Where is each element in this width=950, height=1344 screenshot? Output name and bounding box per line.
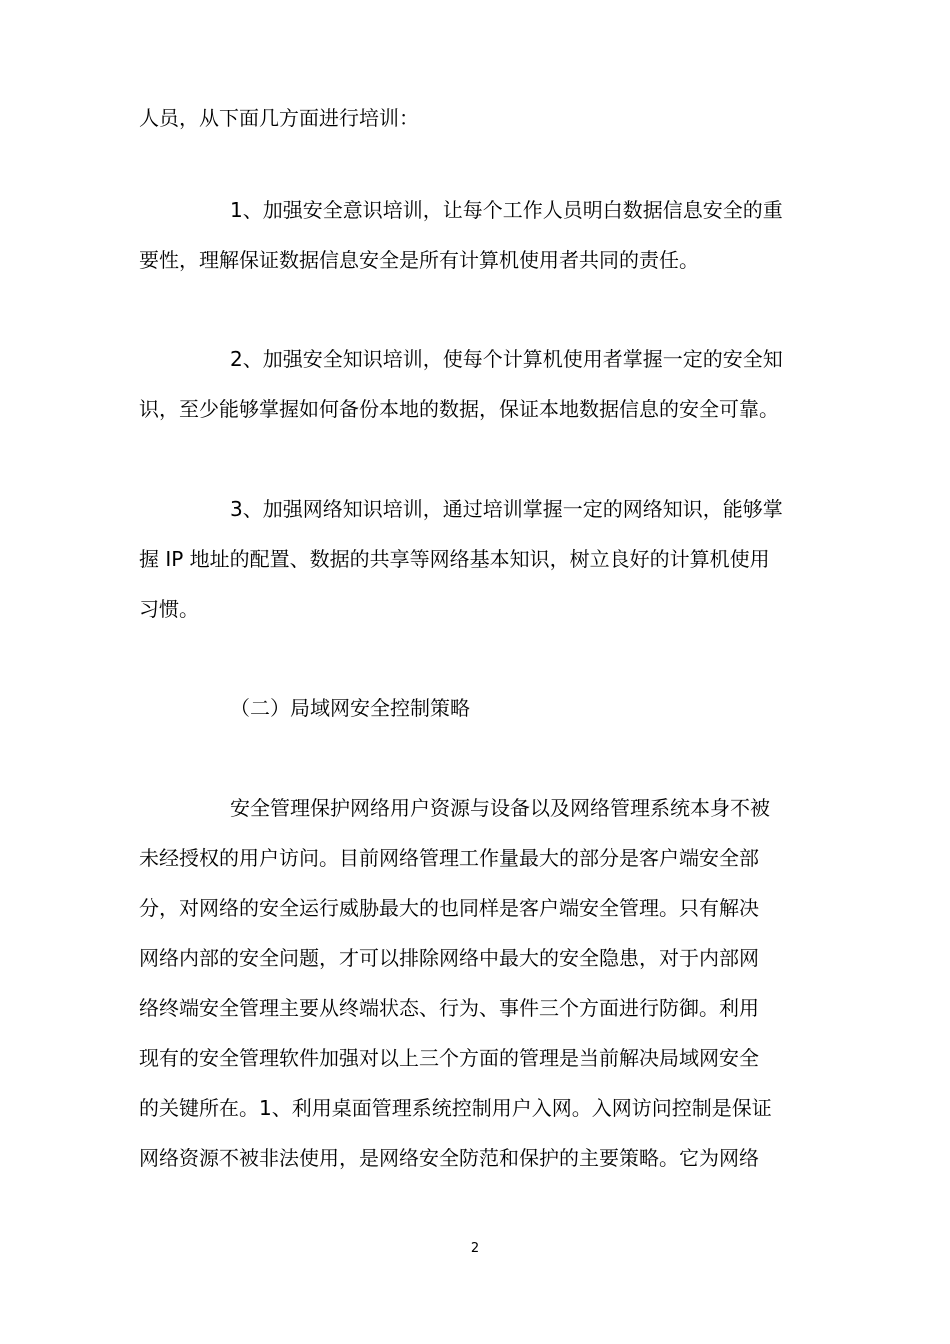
paragraph-line: 分，对网络的安全运行威胁最大的也同样是客户端安全管理。只有解决	[139, 896, 759, 920]
list-item-1-line: 1、加强安全意识培训，让每个工作人员明白数据信息安全的重	[230, 198, 783, 222]
page-number: 2	[470, 1241, 480, 1256]
list-item-3-line: 握 IP 地址的配置、数据的共享等网络基本知识，树立良好的计算机使用	[139, 547, 770, 571]
list-item-2-line: 识，至少能够掌握如何备份本地的数据，保证本地数据信息的安全可靠。	[139, 397, 779, 421]
list-item-3-line: 3、加强网络知识培训，通过培训掌握一定的网络知识，能够掌	[230, 497, 783, 521]
paragraph-line: 络终端安全管理主要从终端状态、行为、事件三个方面进行防御。利用	[139, 996, 759, 1020]
list-item-3-line: 习惯。	[139, 597, 199, 621]
paragraph-line: 现有的安全管理软件加强对以上三个方面的管理是当前解决局域网安全	[139, 1046, 759, 1070]
section-heading: （二）局域网安全控制策略	[230, 696, 470, 720]
paragraph-line: 的关键所在。1、利用桌面管理系统控制用户入网。入网访问控制是保证	[139, 1096, 772, 1120]
list-item-1-line: 要性，理解保证数据信息安全是所有计算机使用者共同的责任。	[139, 248, 699, 272]
list-item-2-line: 2、加强安全知识培训，使每个计算机使用者掌握一定的安全知	[230, 347, 783, 371]
paragraph-line: 未经授权的用户访问。目前网络管理工作量最大的部分是客户端安全部	[139, 846, 759, 870]
paragraph-line: 安全管理保护网络用户资源与设备以及网络管理系统本身不被	[230, 796, 770, 820]
paragraph-line: 网络资源不被非法使用，是网络安全防范和保护的主要策略。它为网络	[139, 1146, 759, 1170]
paragraph-line: 网络内部的安全问题，才可以排除网络中最大的安全隐患，对于内部网	[139, 946, 759, 970]
text-line: 人员，从下面几方面进行培训：	[139, 106, 419, 130]
